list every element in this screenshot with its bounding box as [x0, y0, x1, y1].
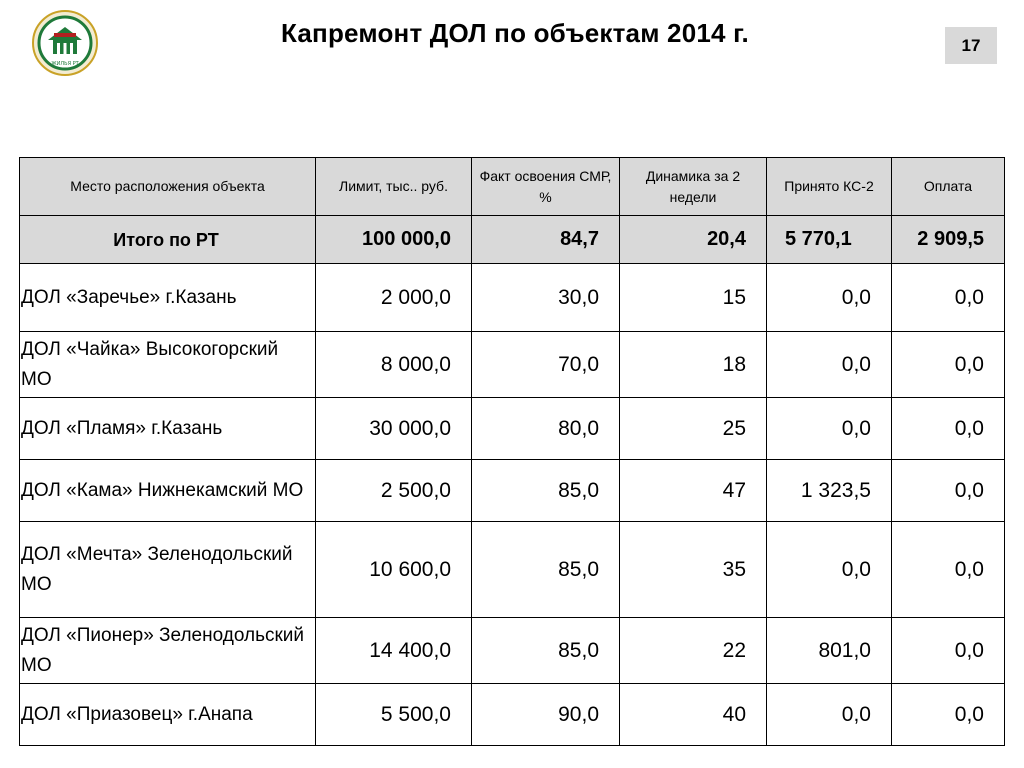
row-limit: 2 000,0	[316, 264, 472, 332]
row-name: ДОЛ «Приазовец» г.Анапа	[20, 684, 316, 746]
column-header-payment: Оплата	[892, 158, 1005, 216]
row-dynamics: 15	[620, 264, 767, 332]
row-dynamics: 25	[620, 398, 767, 460]
row-payment: 0,0	[892, 332, 1005, 398]
total-name: Итого по РТ	[20, 216, 316, 264]
row-dynamics: 22	[620, 618, 767, 684]
row-limit: 14 400,0	[316, 618, 472, 684]
row-accepted: 0,0	[767, 522, 892, 618]
row-dynamics: 35	[620, 522, 767, 618]
column-header-fact: Факт освоения СМР, %	[472, 158, 620, 216]
table-row	[20, 398, 1005, 460]
row-name: ДОЛ «Пламя» г.Казань	[20, 398, 316, 460]
row-accepted: 0,0	[767, 684, 892, 746]
column-header-dynamics: Динамика за 2 недели	[620, 158, 767, 216]
row-payment: 0,0	[892, 264, 1005, 332]
row-fact: 85,0	[472, 522, 620, 618]
total-fact: 84,7	[472, 216, 620, 264]
row-accepted: 0,0	[767, 332, 892, 398]
row-limit: 8 000,0	[316, 332, 472, 398]
row-dynamics: 40	[620, 684, 767, 746]
svg-text:ЖИЛЬЯ РТ: ЖИЛЬЯ РТ	[51, 61, 79, 67]
row-dynamics: 47	[620, 460, 767, 522]
row-fact: 90,0	[472, 684, 620, 746]
row-payment: 0,0	[892, 618, 1005, 684]
table-row	[20, 264, 1005, 332]
row-accepted: 801,0	[767, 618, 892, 684]
row-limit: 10 600,0	[316, 522, 472, 618]
row-limit: 2 500,0	[316, 460, 472, 522]
total-accepted: 5 770,1	[767, 216, 892, 264]
row-accepted: 0,0	[767, 264, 892, 332]
row-dynamics: 18	[620, 332, 767, 398]
row-name: ДОЛ «Чайка» Высокогорский МО	[20, 332, 316, 398]
row-accepted: 0,0	[767, 398, 892, 460]
row-payment: 0,0	[892, 522, 1005, 618]
row-limit: 30 000,0	[316, 398, 472, 460]
column-header-location: Место расположения объекта	[20, 158, 316, 216]
row-name: ДОЛ «Заречье» г.Казань	[20, 264, 316, 332]
slide-number-badge: 17	[945, 27, 997, 64]
total-payment: 2 909,5	[892, 216, 1005, 264]
total-limit: 100 000,0	[316, 216, 472, 264]
row-payment: 0,0	[892, 398, 1005, 460]
page-title: Капремонт ДОЛ по объектам 2014 г.	[281, 18, 749, 48]
row-payment: 0,0	[892, 684, 1005, 746]
total-row	[20, 216, 1005, 264]
column-header-limit: Лимит, тыс.. руб.	[316, 158, 472, 216]
table-row	[20, 460, 1005, 522]
row-fact: 85,0	[472, 618, 620, 684]
row-fact: 80,0	[472, 398, 620, 460]
row-name: ДОЛ «Пионер» Зеленодольский МО	[20, 618, 316, 684]
row-payment: 0,0	[892, 460, 1005, 522]
row-limit: 5 500,0	[316, 684, 472, 746]
table-header-row	[20, 158, 1005, 216]
table-row	[20, 522, 1005, 618]
total-dynamics: 20,4	[620, 216, 767, 264]
row-fact: 85,0	[472, 460, 620, 522]
row-name: ДОЛ «Мечта» Зеленодольский МО	[20, 522, 316, 618]
row-name: ДОЛ «Кама» Нижнекамский МО	[20, 460, 316, 522]
table-row	[20, 618, 1005, 684]
column-header-accepted: Принято КС-2	[767, 158, 892, 216]
organization-logo	[32, 10, 98, 76]
row-accepted: 1 323,5	[767, 460, 892, 522]
capital-repair-table	[19, 157, 1005, 746]
row-fact: 70,0	[472, 332, 620, 398]
row-fact: 30,0	[472, 264, 620, 332]
table-row	[20, 332, 1005, 398]
table-row	[20, 684, 1005, 746]
